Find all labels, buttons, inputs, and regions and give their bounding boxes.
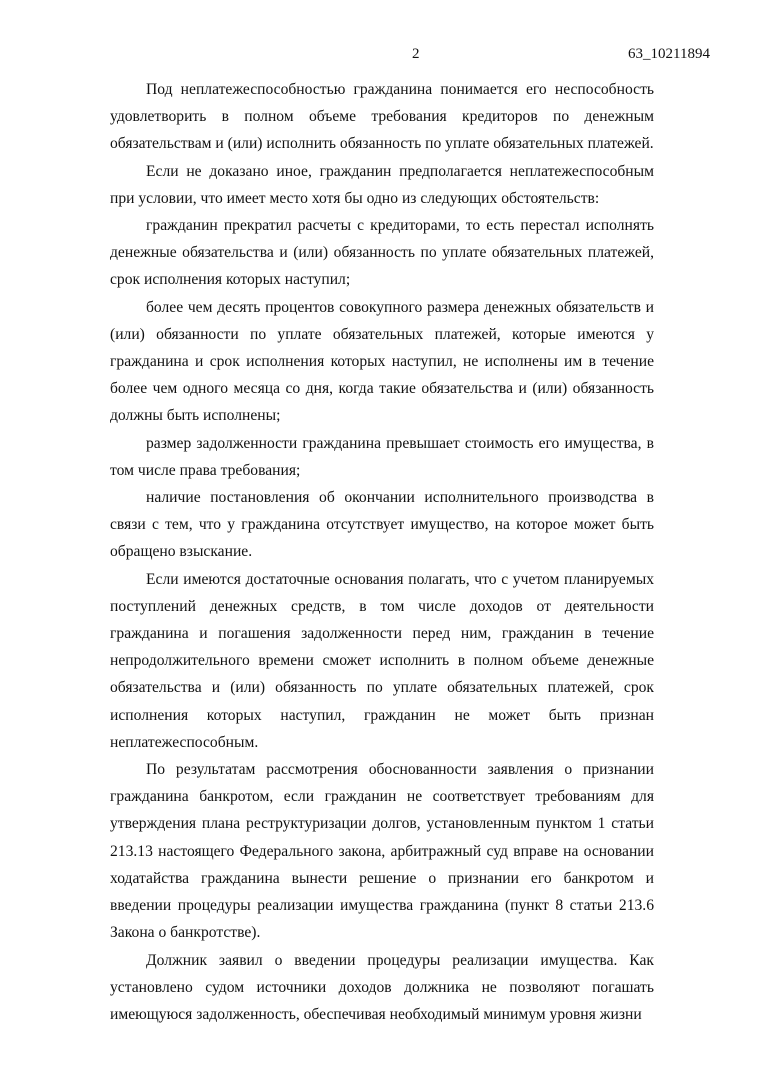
paragraph-presumption: Если не доказано иное, гражданин предполагается неплатежеспособным при условии, что имеет место хотя бы одно из следующих обстоятельств: [110, 162, 654, 207]
paragraph-condition-stopped-payments: гражданин прекратил расчеты с кредиторами, то есть перестал исполнять денежные обязательства и (или) обязанность по уплате обязательных платежей, срок исполнения которых наступил; [110, 217, 654, 289]
document-id: 63_10211894 [628, 46, 710, 62]
paragraph-sufficient-grounds: Если имеются достаточные основания полагать, что с учетом планируемых поступлений денежных средств, в том числе доходов от деятельности гражданина и погашения задолженности перед ним, гражданин в течение непродолжительного времени сможет исполнить в полном объеме денежные обязательства и (или) обязанность по уплате обязательных платежей, срок исполнения которых наступил, гражданин не может быть признан неплатежеспособным. [110, 570, 654, 751]
paragraph-debtor-statement: Должник заявил о введении процедуры реализации имущества. Как установлено судом источники доходов должника не позволяют погашать имеющуюся задолженность, обеспечивая необходимый минимум уровня жизни [110, 951, 654, 1023]
document-body [110, 76, 654, 1028]
paragraph-condition-ten-percent: более чем десять процентов совокупного размера денежных обязательств и (или) обязанности по уплате обязательных платежей, которые имеются у гражданина и срок исполнения которых наступил, не исполнены им в течение более чем одного месяца со дня, когда такие обязательства и (или) обязанность должны быть исполнены; [110, 298, 654, 425]
page-header [0, 46, 764, 68]
page-number: 2 [412, 46, 420, 62]
paragraph-insolvency-definition: Под неплатежеспособностью гражданина понимается его неспособность удовлетворить в полном объеме требования кредиторов по денежным обязательствам и (или) исполнить обязанность по уплате обязательных платежей. [110, 81, 654, 153]
paragraph-condition-enforcement-ended: наличие постановления об окончании исполнительного производства в связи с тем, что у гражданина отсутствует имущество, на которое может быть обращено взыскание. [110, 489, 654, 561]
paragraph-court-results: По результатам рассмотрения обоснованности заявления о признании гражданина банкротом, если гражданин не соответствует требованиям для утверждения плана реструктуризации долгов, установленным пунктом 1 статьи 213.13 настоящего Федерального закона, арбитражный суд вправе на основании ходатайства гражданина вынести решение о признании его банкротом и введении процедуры реализации имущества гражданина (пункт 8 статьи 213.6 Закона о банкротстве). [110, 761, 654, 942]
paragraph-condition-debt-exceeds-assets: размер задолженности гражданина превышает стоимость его имущества, в том числе права требования; [110, 434, 654, 479]
